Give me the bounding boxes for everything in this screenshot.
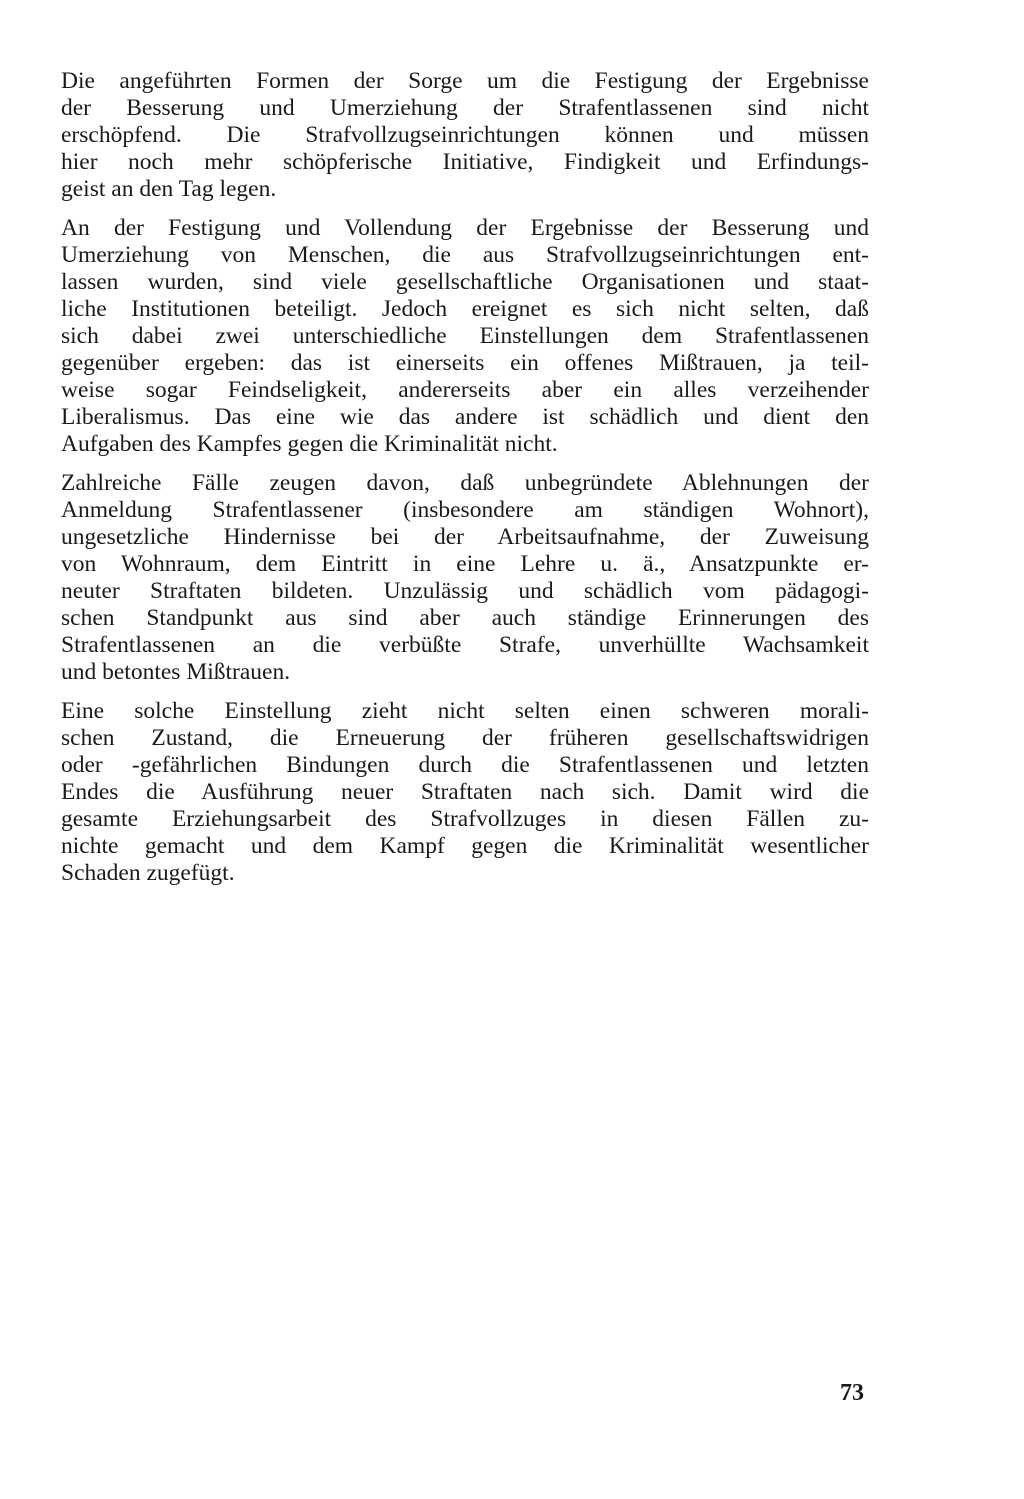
paragraph — [61, 470, 869, 686]
text-line: und betontes Mißtrauen. — [61, 659, 291, 685]
paragraph — [61, 215, 869, 458]
text-line: der Besserung und Umerziehung der Strafentlassenen sind nicht — [61, 95, 869, 121]
text-line: erschöpfend. Die Strafvollzugseinrichtungen können und müssen — [61, 122, 869, 148]
text-line: gesamte Erziehungsarbeit des Strafvollzuges in diesen Fällen zu- — [61, 806, 869, 832]
text-line: lassen wurden, sind viele gesellschaftliche Organisationen und staat- — [61, 269, 869, 295]
text-line: Anmeldung Strafentlassener (insbesondere am ständigen Wohnort), — [61, 497, 869, 523]
paragraph — [61, 68, 869, 203]
text-line: Eine solche Einstellung zieht nicht selten einen schweren morali- — [61, 698, 869, 724]
text-line: ungesetzliche Hindernisse bei der Arbeitsaufnahme, der Zuweisung — [61, 524, 869, 550]
text-line: liche Institutionen beteiligt. Jedoch ereignet es sich nicht selten, daß — [61, 296, 869, 322]
text-line: Die angeführten Formen der Sorge um die Festigung der Ergebnisse — [61, 68, 869, 94]
text-line: nichte gemacht und dem Kampf gegen die Kriminalität wesentlicher — [61, 833, 869, 859]
text-line: Umerziehung von Menschen, die aus Strafvollzugseinrichtungen ent- — [61, 242, 869, 268]
text-line: Aufgaben des Kampfes gegen die Kriminalität nicht. — [61, 431, 558, 457]
text-line: geist an den Tag legen. — [61, 176, 277, 202]
text-line: Strafentlassenen an die verbüßte Strafe, unverhüllte Wachsamkeit — [61, 632, 869, 658]
text-line: Endes die Ausführung neuer Straftaten nach sich. Damit wird die — [61, 779, 869, 805]
text-line: Zahlreiche Fälle zeugen davon, daß unbegründete Ablehnungen der — [61, 470, 869, 496]
page-number: 73 — [840, 1380, 864, 1406]
text-line: neuter Straftaten bildeten. Unzulässig und schädlich vom pädagogi- — [61, 578, 869, 604]
text-line: sich dabei zwei unterschiedliche Einstellungen dem Strafentlassenen — [61, 323, 869, 349]
text-line: von Wohnraum, dem Eintritt in eine Lehre u. ä., Ansatzpunkte er- — [61, 551, 869, 577]
text-line: schen Zustand, die Erneuerung der früheren gesellschaftswidrigen — [61, 725, 869, 751]
text-line: gegenüber ergeben: das ist einerseits ein offenes Mißtrauen, ja teil- — [61, 350, 869, 376]
text-line: Liberalismus. Das eine wie das andere ist schädlich und dient den — [61, 404, 869, 430]
text-line: schen Standpunkt aus sind aber auch ständige Erinnerungen des — [61, 605, 869, 631]
text-line: hier noch mehr schöpferische Initiative, Findigkeit und Erfindungs- — [61, 149, 869, 175]
text-line: oder -gefährlichen Bindungen durch die Strafentlassenen und letzten — [61, 752, 869, 778]
text-line: weise sogar Feindseligkeit, andererseits aber ein alles verzeihender — [61, 377, 869, 403]
text-line: An der Festigung und Vollendung der Ergebnisse der Besserung und — [61, 215, 869, 241]
paragraph — [61, 698, 869, 887]
body-text — [61, 68, 869, 899]
text-line: Schaden zugefügt. — [61, 860, 235, 886]
